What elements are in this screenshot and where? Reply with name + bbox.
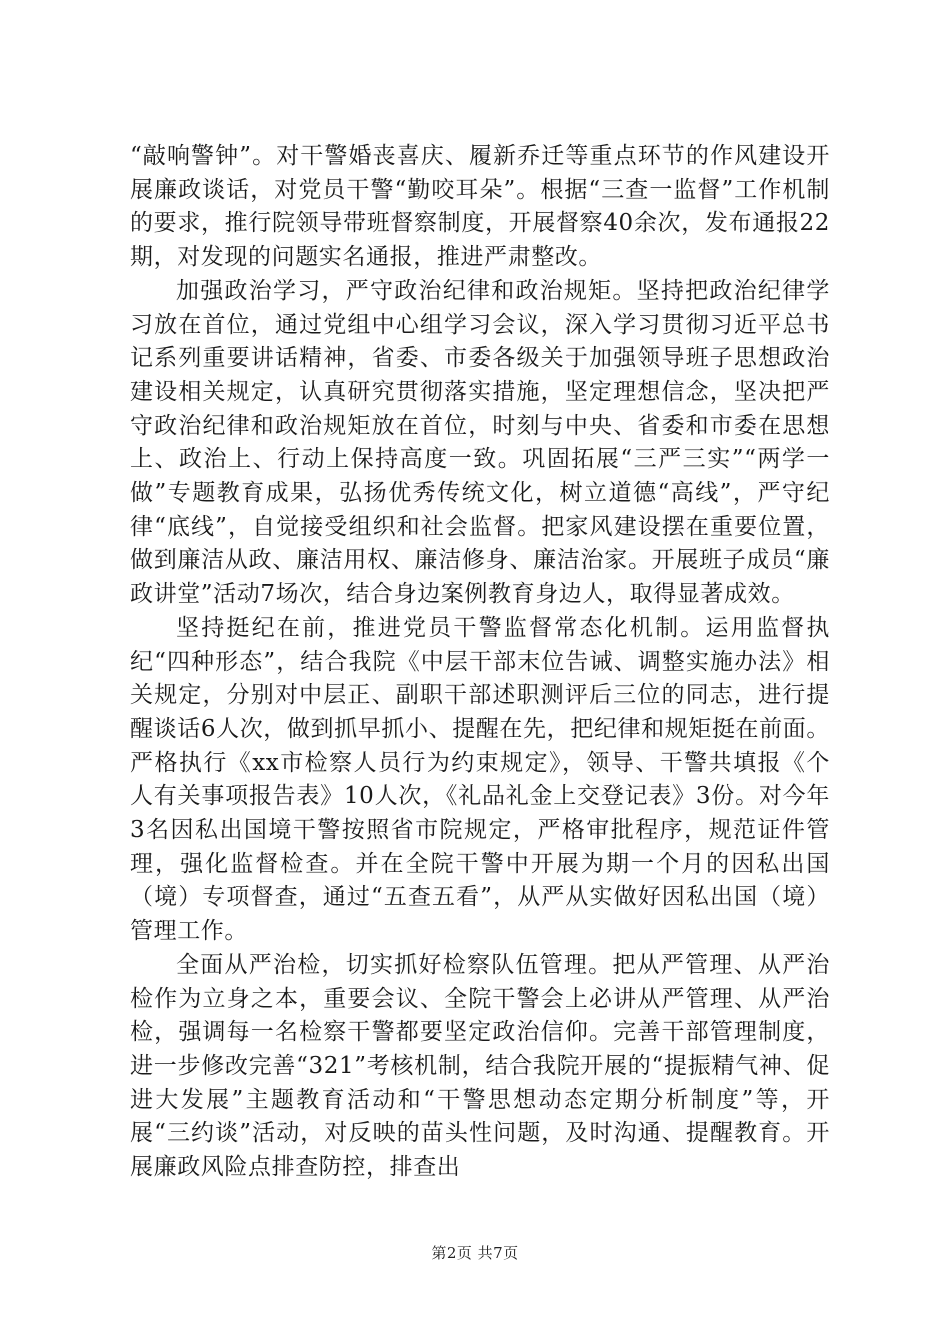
paragraph-1: “敲响警钟”。对干警婚丧喜庆、履新乔迁等重点环节的作风建设开展廉政谈话，对党员干警“勤咬耳朵”。根据“三查一监督”工作机制的要求，推行院领导带班督察制度，开展督察40余次，发布通报22期，对发现的问题实名通报，推进严肃整改。 [130, 143, 830, 271]
paragraph-3: 坚持挺纪在前，推进党员干警监督常态化机制。运用监督执纪“四种形态”，结合我院《中层干部末位告诫、调整实施办法》相关规定，分别对中层正、副职干部述职测评后三位的同志，进行提醒谈话6人次，做到抓早抓小、提醒在先，把纪律和规矩挺在前面。严格执行《xx市检察人员行为约束规定》，领导、干警共填报《个人有关事项报告表》10人次，《礼品礼金上交登记表》3份。对今年3名因私出国境干警按照省市院规定，严格审批程序，规范证件管理，强化监督检查。并在全院干警中开展为期一个月的因私出国（境）专项督查，通过“五查五看”，从严从实做好因私出国（境）管理工作。 [130, 614, 830, 945]
paragraph-2: 加强政治学习，严守政治纪律和政治规矩。坚持把政治纪律学习放在首位，通过党组中心组学习会议，深入学习贯彻习近平总书记系列重要讲话精神，省委、市委各级关于加强领导班子思想政治建设相关规定，认真研究贯彻落实措施，坚定理想信念，坚决把严守政治纪律和政治规矩放在首位，时刻与中央、省委和市委在思想上、政治上、行动上保持高度一致。巩固拓展“三严三实”“两学一做”专题教育成果，弘扬优秀传统文化，树立道德“高线”，严守纪律“底线”，自觉接受组织和社会监督。把家风建设摆在重要位置，做到廉洁从政、廉洁用权、廉洁修身、廉洁治家。开展班子成员“廉政讲堂”活动7场次，结合身边案例教育身边人，取得显著成效。 [130, 277, 830, 608]
paragraph-4: 全面从严治检，切实抓好检察队伍管理。把从严管理、从严治检作为立身之本，重要会议、全院干警会上必讲从严管理、从严治检，强调每一名检察干警都要坚定政治信仰。完善干部管理制度，进一步修改完善“321”考核机制，结合我院开展的“提振精气神、促进大发展”主题教育活动和“干警思想动态定期分析制度”等，开展“三约谈”活动，对反映的苗头性问题，及时沟通、提醒教育。开展廉政风险点排查防控，排查出 [130, 951, 830, 1181]
page-number-footer: 第2页 共7页 [431, 1244, 519, 1262]
document-body [130, 140, 830, 1185]
